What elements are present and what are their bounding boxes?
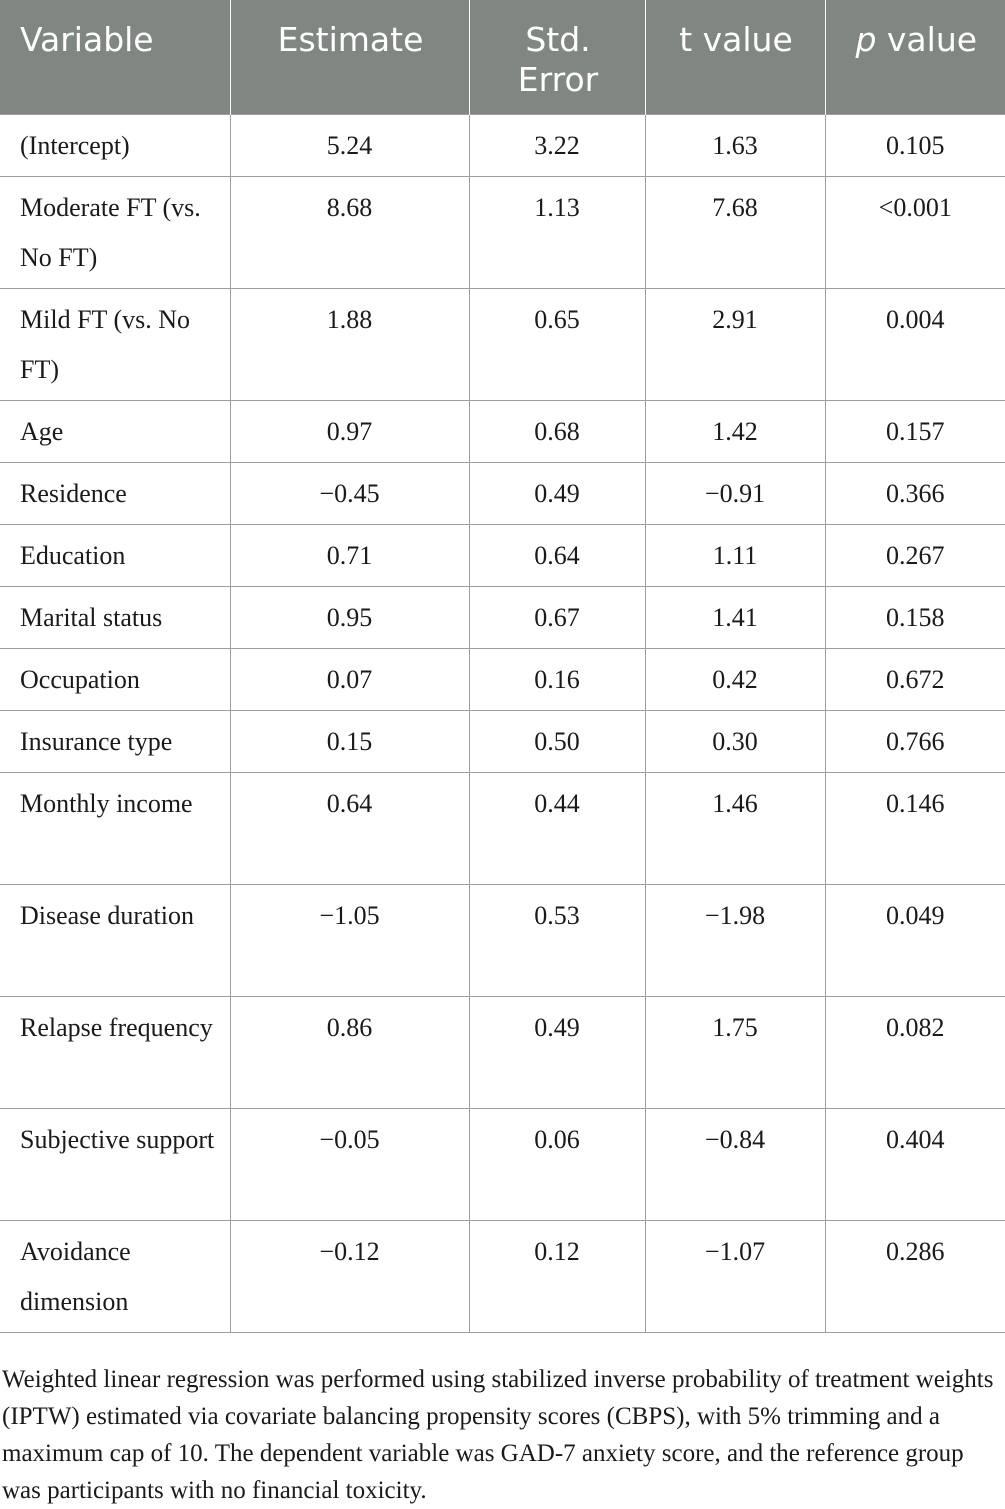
cell-std-error: 0.65 — [469, 289, 645, 401]
cell-estimate: −0.05 — [230, 1109, 469, 1221]
cell-estimate: 0.71 — [230, 525, 469, 587]
cell-t-value: 2.91 — [645, 289, 825, 401]
cell-std-error: 0.49 — [469, 463, 645, 525]
cell-estimate: 0.64 — [230, 773, 469, 885]
cell-std-error: 0.49 — [469, 997, 645, 1109]
header-p-value — [825, 0, 1005, 115]
table-row — [0, 401, 1005, 463]
table-row — [0, 885, 1005, 997]
cell-estimate: −1.05 — [230, 885, 469, 997]
table-row — [0, 463, 1005, 525]
cell-t-value: 7.68 — [645, 177, 825, 289]
cell-p-value: 0.366 — [825, 463, 1005, 525]
cell-estimate: 5.24 — [230, 115, 469, 177]
cell-estimate: 0.07 — [230, 649, 469, 711]
cell-variable: Residence — [0, 463, 230, 525]
cell-variable: (Intercept) — [0, 115, 230, 177]
header-t-value: t value — [645, 0, 825, 115]
cell-estimate: 0.15 — [230, 711, 469, 773]
cell-estimate: −0.45 — [230, 463, 469, 525]
table-row — [0, 1109, 1005, 1221]
cell-std-error: 0.68 — [469, 401, 645, 463]
cell-variable: Insurance type — [0, 711, 230, 773]
cell-estimate: 0.95 — [230, 587, 469, 649]
cell-t-value: 0.42 — [645, 649, 825, 711]
cell-p-value: 0.157 — [825, 401, 1005, 463]
table-row — [0, 289, 1005, 401]
cell-p-value: 0.146 — [825, 773, 1005, 885]
cell-variable: Relapse frequency — [0, 997, 230, 1109]
table-body — [0, 115, 1005, 1333]
cell-variable: Disease duration — [0, 885, 230, 997]
cell-t-value: 1.42 — [645, 401, 825, 463]
cell-std-error: 0.50 — [469, 711, 645, 773]
cell-t-value: 1.41 — [645, 587, 825, 649]
cell-std-error: 0.12 — [469, 1221, 645, 1333]
table-header — [0, 0, 1005, 115]
cell-p-value: 0.766 — [825, 711, 1005, 773]
cell-std-error: 1.13 — [469, 177, 645, 289]
cell-p-value: 0.105 — [825, 115, 1005, 177]
cell-variable: Occupation — [0, 649, 230, 711]
cell-estimate: 0.97 — [230, 401, 469, 463]
cell-t-value: −1.98 — [645, 885, 825, 997]
cell-p-value: 0.672 — [825, 649, 1005, 711]
cell-p-value: <0.001 — [825, 177, 1005, 289]
table-row — [0, 711, 1005, 773]
cell-t-value: 1.75 — [645, 997, 825, 1109]
header-estimate: Estimate — [230, 0, 469, 115]
table-row — [0, 177, 1005, 289]
cell-p-value: 0.158 — [825, 587, 1005, 649]
cell-variable: Avoidance dimension — [0, 1221, 230, 1333]
cell-variable: Mild FT (vs. No FT) — [0, 289, 230, 401]
cell-estimate: −0.12 — [230, 1221, 469, 1333]
cell-std-error: 0.44 — [469, 773, 645, 885]
cell-p-value: 0.286 — [825, 1221, 1005, 1333]
table-row — [0, 773, 1005, 885]
table-row — [0, 587, 1005, 649]
cell-t-value: −0.84 — [645, 1109, 825, 1221]
cell-estimate: 8.68 — [230, 177, 469, 289]
header-row — [0, 0, 1005, 115]
cell-p-value: 0.082 — [825, 997, 1005, 1109]
cell-estimate: 0.86 — [230, 997, 469, 1109]
cell-p-value: 0.049 — [825, 885, 1005, 997]
cell-p-value: 0.004 — [825, 289, 1005, 401]
cell-std-error: 0.16 — [469, 649, 645, 711]
cell-variable: Age — [0, 401, 230, 463]
cell-variable: Subjective support — [0, 1109, 230, 1221]
cell-t-value: 0.30 — [645, 711, 825, 773]
cell-t-value: 1.63 — [645, 115, 825, 177]
header-std-error: Std. Error — [469, 0, 645, 115]
header-p-value-italic: p — [855, 20, 877, 59]
cell-std-error: 0.67 — [469, 587, 645, 649]
cell-std-error: 3.22 — [469, 115, 645, 177]
cell-t-value: 1.11 — [645, 525, 825, 587]
table-row — [0, 525, 1005, 587]
table-row — [0, 997, 1005, 1109]
table-footnote: Weighted linear regression was performed using stabilized inverse probability of treatment weights (IPTW) estimated via covariate balancing propensity scores (CBPS), with 5% trimming and a maximum cap of 10. The dependent variable was GAD-7 anxiety score, and the reference group was participants with no financial toxicity. — [2, 1366, 994, 1504]
cell-variable: Moderate FT (vs. No FT) — [0, 177, 230, 289]
cell-variable: Marital status — [0, 587, 230, 649]
header-p-value-rest: value — [876, 20, 978, 59]
cell-t-value: −1.07 — [645, 1221, 825, 1333]
cell-variable: Education — [0, 525, 230, 587]
cell-t-value: 1.46 — [645, 773, 825, 885]
table-row — [0, 115, 1005, 177]
table-row — [0, 649, 1005, 711]
header-variable: Variable — [0, 0, 230, 115]
cell-variable: Monthly income — [0, 773, 230, 885]
cell-estimate: 1.88 — [230, 289, 469, 401]
cell-p-value: 0.267 — [825, 525, 1005, 587]
cell-std-error: 0.06 — [469, 1109, 645, 1221]
cell-p-value: 0.404 — [825, 1109, 1005, 1221]
cell-t-value: −0.91 — [645, 463, 825, 525]
cell-std-error: 0.53 — [469, 885, 645, 997]
cell-std-error: 0.64 — [469, 525, 645, 587]
table-row — [0, 1221, 1005, 1333]
